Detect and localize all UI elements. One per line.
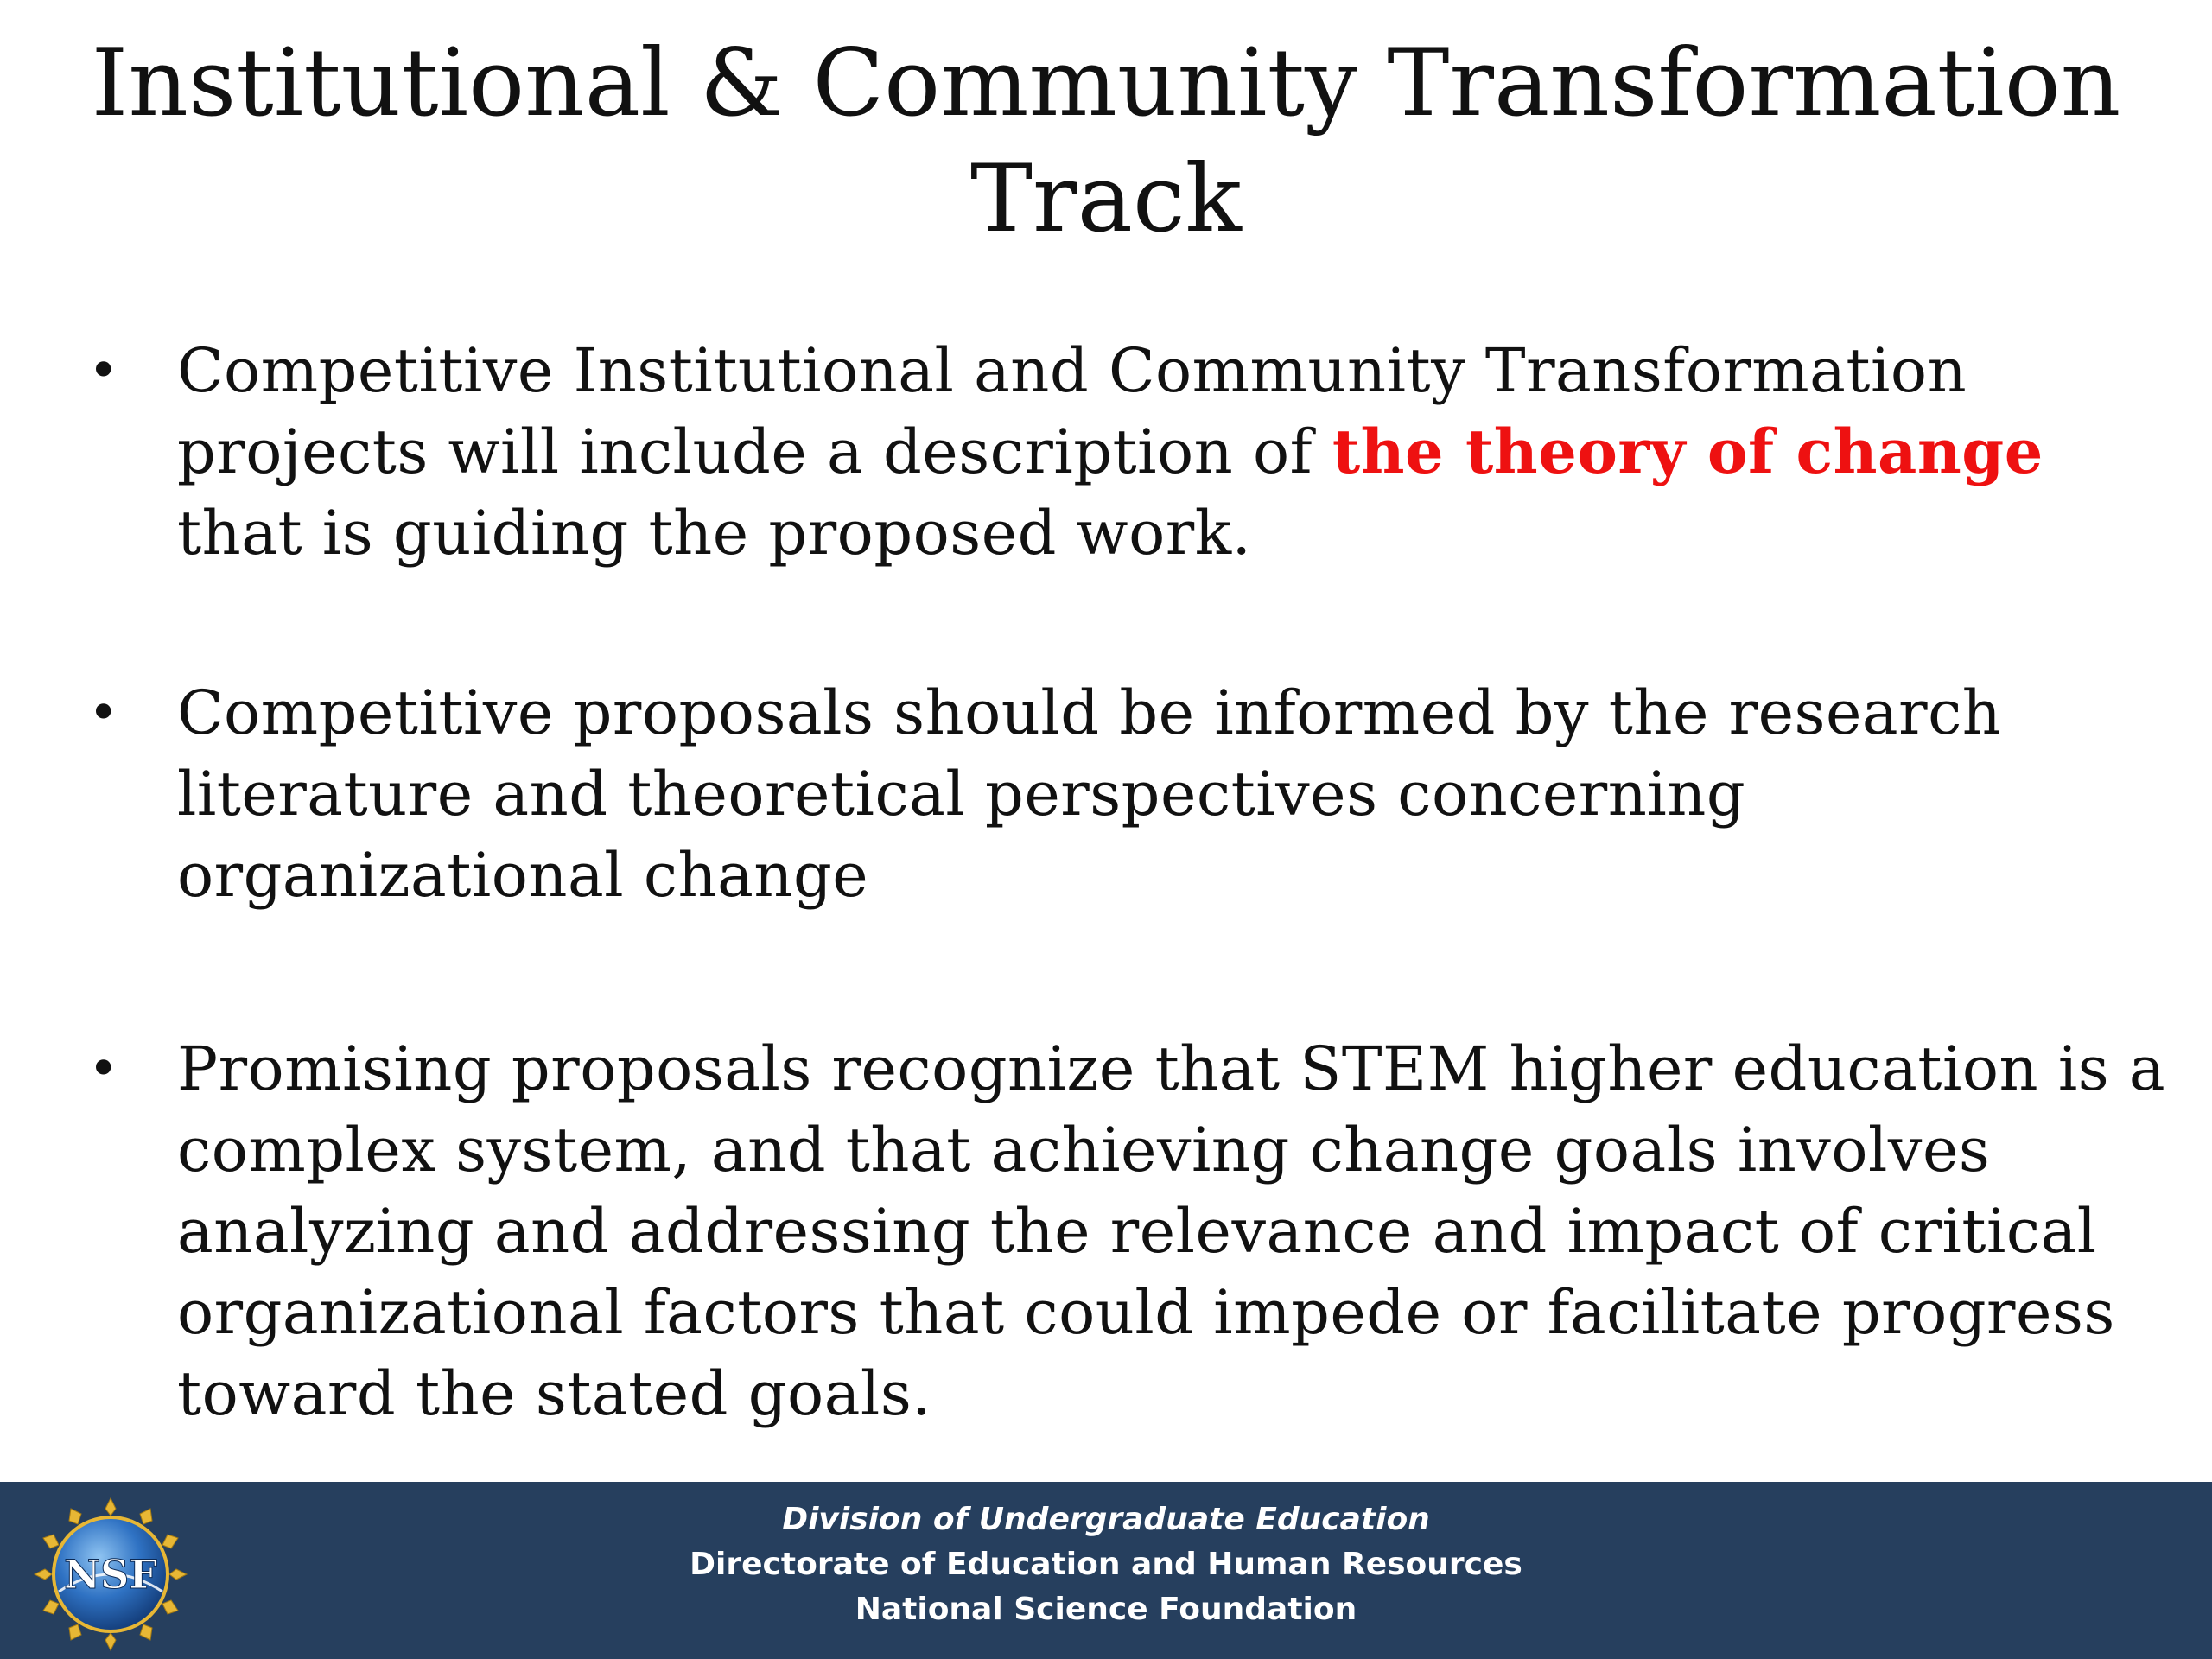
bullet-icon: •	[88, 1039, 119, 1099]
nsf-logo-text: NSF	[64, 1551, 157, 1598]
bullet-item-research-literature	[86, 672, 2177, 916]
bullet-item-complex-system	[86, 1028, 2177, 1434]
title-line-1: Institutional & Community Transformation	[91, 29, 2121, 137]
bullet-1-highlight: the theory of change	[1332, 416, 2044, 487]
bullet-2-text: Competitive proposals should be informed by the research literature and theoretical perspectives concerning organizational change	[177, 677, 2002, 911]
bullet-1-text-before: Competitive Institutional and Community Transformation projects will include a description of	[177, 335, 1967, 487]
nsf-logo-icon	[33, 1497, 188, 1652]
footer-foundation: National Science Foundation	[855, 1592, 1357, 1627]
bullet-icon: •	[88, 340, 119, 401]
bullet-3-text: Promising proposals recognize that STEM higher education is a complex system, and that achieving change goals involves analyzing and addressing the relevance and impact of critical organizational factors that could impede or facilitate progress toward the stated goals.	[177, 1033, 2166, 1429]
bullet-list	[86, 330, 2177, 1434]
footer-text	[0, 1497, 2212, 1632]
footer-division: Division of Undergraduate Education	[782, 1502, 1430, 1537]
title-line-2: Track	[970, 145, 1242, 253]
bullet-icon: •	[88, 683, 119, 743]
slide-title	[0, 26, 2212, 257]
bullet-1-text-after: that is guiding the proposed work.	[177, 498, 1252, 569]
bullet-item-theory-of-change	[86, 330, 2177, 574]
footer-bar	[0, 1482, 2212, 1659]
footer-directorate: Directorate of Education and Human Resources	[690, 1547, 1522, 1582]
